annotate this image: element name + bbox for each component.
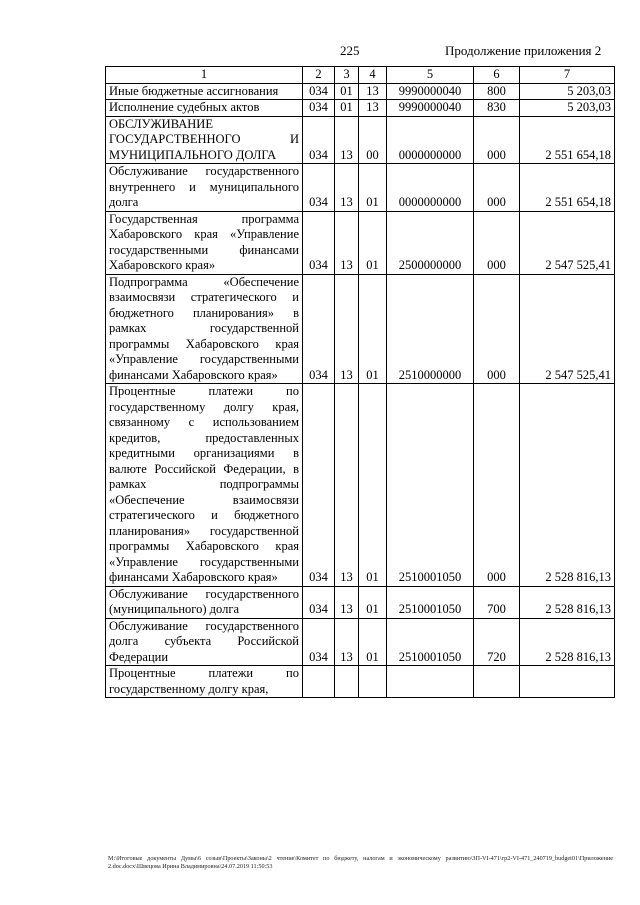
row-code-expense-type: 720 xyxy=(474,618,520,666)
file-path-footer: M:\Итоговые документы Думы\6 созыв\Проекты\Законы\2 чтение\Комитет по бюджету, налогам и экономическому развитию\ЗП-VI-471\гр2-VI-471_240719_budget01\Приложение 2.doc.docx\Швецова Ирина Владимировна\24.07.2019 11:50:53 xyxy=(108,855,613,870)
row-code-section: 13 xyxy=(335,116,359,164)
row-amount: 2 528 816,13 xyxy=(520,618,615,666)
row-code-subsection: 01 xyxy=(359,164,387,212)
row-code-subsection: 01 xyxy=(359,618,387,666)
row-amount: 2 547 525,41 xyxy=(520,274,615,384)
row-amount: 2 551 654,18 xyxy=(520,164,615,212)
row-amount: 5 203,03 xyxy=(520,83,615,100)
row-code-ministry: 034 xyxy=(303,274,335,384)
row-code-ministry: 034 xyxy=(303,100,335,117)
table-row xyxy=(106,618,615,666)
row-name: Исполнение судебных актов xyxy=(106,100,303,117)
row-code-ministry: 034 xyxy=(303,164,335,212)
column-header: 1 xyxy=(106,67,303,84)
row-code-target: 0000000000 xyxy=(387,116,474,164)
row-code-expense-type: 830 xyxy=(474,100,520,117)
column-header: 3 xyxy=(335,67,359,84)
row-code-section: 13 xyxy=(335,586,359,618)
row-amount: 2 551 654,18 xyxy=(520,116,615,164)
row-code-ministry: 034 xyxy=(303,586,335,618)
page-number: 225 xyxy=(340,43,360,58)
row-name: ОБСЛУЖИВАНИЕ ГОСУДАРСТВЕННОГО И МУНИЦИПАЛЬНОГО ДОЛГА xyxy=(106,116,303,164)
row-code-expense-type: 000 xyxy=(474,164,520,212)
row-code-subsection: 01 xyxy=(359,211,387,274)
row-name: Подпрограмма «Обеспечение взаимосвязи стратегического и бюджетного планирования» в рамках государственной программы Хабаровского края «Управление государственными финансами Хабаровского края» xyxy=(106,274,303,384)
budget-table xyxy=(105,66,615,698)
row-code-ministry: 034 xyxy=(303,83,335,100)
row-code-subsection: 13 xyxy=(359,83,387,100)
row-amount: 2 528 816,13 xyxy=(520,586,615,618)
continuation-label: Продолжение приложения 2 xyxy=(445,43,602,58)
row-code-target: 0000000000 xyxy=(387,164,474,212)
table-header-row xyxy=(106,67,615,84)
row-code-subsection: 00 xyxy=(359,116,387,164)
row-code-target: 2510000000 xyxy=(387,274,474,384)
row-code-target: 2510001050 xyxy=(387,618,474,666)
row-code-section: 13 xyxy=(335,164,359,212)
row-name: Государственная программа Хабаровского края «Управление государственными финансами Хабаровского края» xyxy=(106,211,303,274)
row-code-expense-type: 000 xyxy=(474,384,520,587)
row-amount xyxy=(520,666,615,698)
table-row xyxy=(106,666,615,698)
column-header: 6 xyxy=(474,67,520,84)
row-code-target: 2500000000 xyxy=(387,211,474,274)
row-code-expense-type: 800 xyxy=(474,83,520,100)
row-code-section: 13 xyxy=(335,618,359,666)
table-row xyxy=(106,586,615,618)
row-name: Обслуживание государственного (муниципального) долга xyxy=(106,586,303,618)
row-code-target: 9990000040 xyxy=(387,100,474,117)
row-code-subsection: 01 xyxy=(359,586,387,618)
row-code-ministry xyxy=(303,666,335,698)
row-amount: 2 528 816,13 xyxy=(520,384,615,587)
row-amount: 5 203,03 xyxy=(520,100,615,117)
row-code-section xyxy=(335,666,359,698)
row-code-expense-type xyxy=(474,666,520,698)
row-code-expense-type: 000 xyxy=(474,211,520,274)
table-row xyxy=(106,83,615,100)
table-row xyxy=(106,384,615,587)
row-code-section: 13 xyxy=(335,211,359,274)
row-code-target: 9990000040 xyxy=(387,83,474,100)
row-code-ministry: 034 xyxy=(303,384,335,587)
row-code-subsection xyxy=(359,666,387,698)
column-header: 2 xyxy=(303,67,335,84)
row-code-target: 2510001050 xyxy=(387,586,474,618)
row-name: Обслуживание государственного внутреннего и муниципального долга xyxy=(106,164,303,212)
row-code-target xyxy=(387,666,474,698)
row-code-ministry: 034 xyxy=(303,211,335,274)
table-row xyxy=(106,211,615,274)
table-row xyxy=(106,164,615,212)
table-row xyxy=(106,116,615,164)
table-row xyxy=(106,274,615,384)
row-code-section: 01 xyxy=(335,100,359,117)
row-name: Иные бюджетные ассигнования xyxy=(106,83,303,100)
row-code-ministry: 034 xyxy=(303,618,335,666)
row-code-expense-type: 000 xyxy=(474,274,520,384)
column-header: 5 xyxy=(387,67,474,84)
row-code-subsection: 13 xyxy=(359,100,387,117)
row-name: Обслуживание государственного долга субъекта Российской Федерации xyxy=(106,618,303,666)
row-code-subsection: 01 xyxy=(359,384,387,587)
row-code-subsection: 01 xyxy=(359,274,387,384)
row-code-target: 2510001050 xyxy=(387,384,474,587)
row-code-section: 13 xyxy=(335,384,359,587)
row-code-section: 01 xyxy=(335,83,359,100)
row-amount: 2 547 525,41 xyxy=(520,211,615,274)
column-header: 7 xyxy=(520,67,615,84)
row-name: Процентные платежи по государственному долгу края, связанному с использованием кредитов, предоставленных кредитными организациями в валюте Российской Федерации, в рамках подпрограммы «Обеспечение взаимосвязи стратегического и бюджетного планирования» государственной программы Хабаровского края «Управление государственными финансами Хабаровского края» xyxy=(106,384,303,587)
row-code-expense-type: 000 xyxy=(474,116,520,164)
row-code-expense-type: 700 xyxy=(474,586,520,618)
table-row xyxy=(106,100,615,117)
row-code-ministry: 034 xyxy=(303,116,335,164)
column-header: 4 xyxy=(359,67,387,84)
row-name: Процентные платежи по государственному долгу края, xyxy=(106,666,303,698)
row-code-section: 13 xyxy=(335,274,359,384)
